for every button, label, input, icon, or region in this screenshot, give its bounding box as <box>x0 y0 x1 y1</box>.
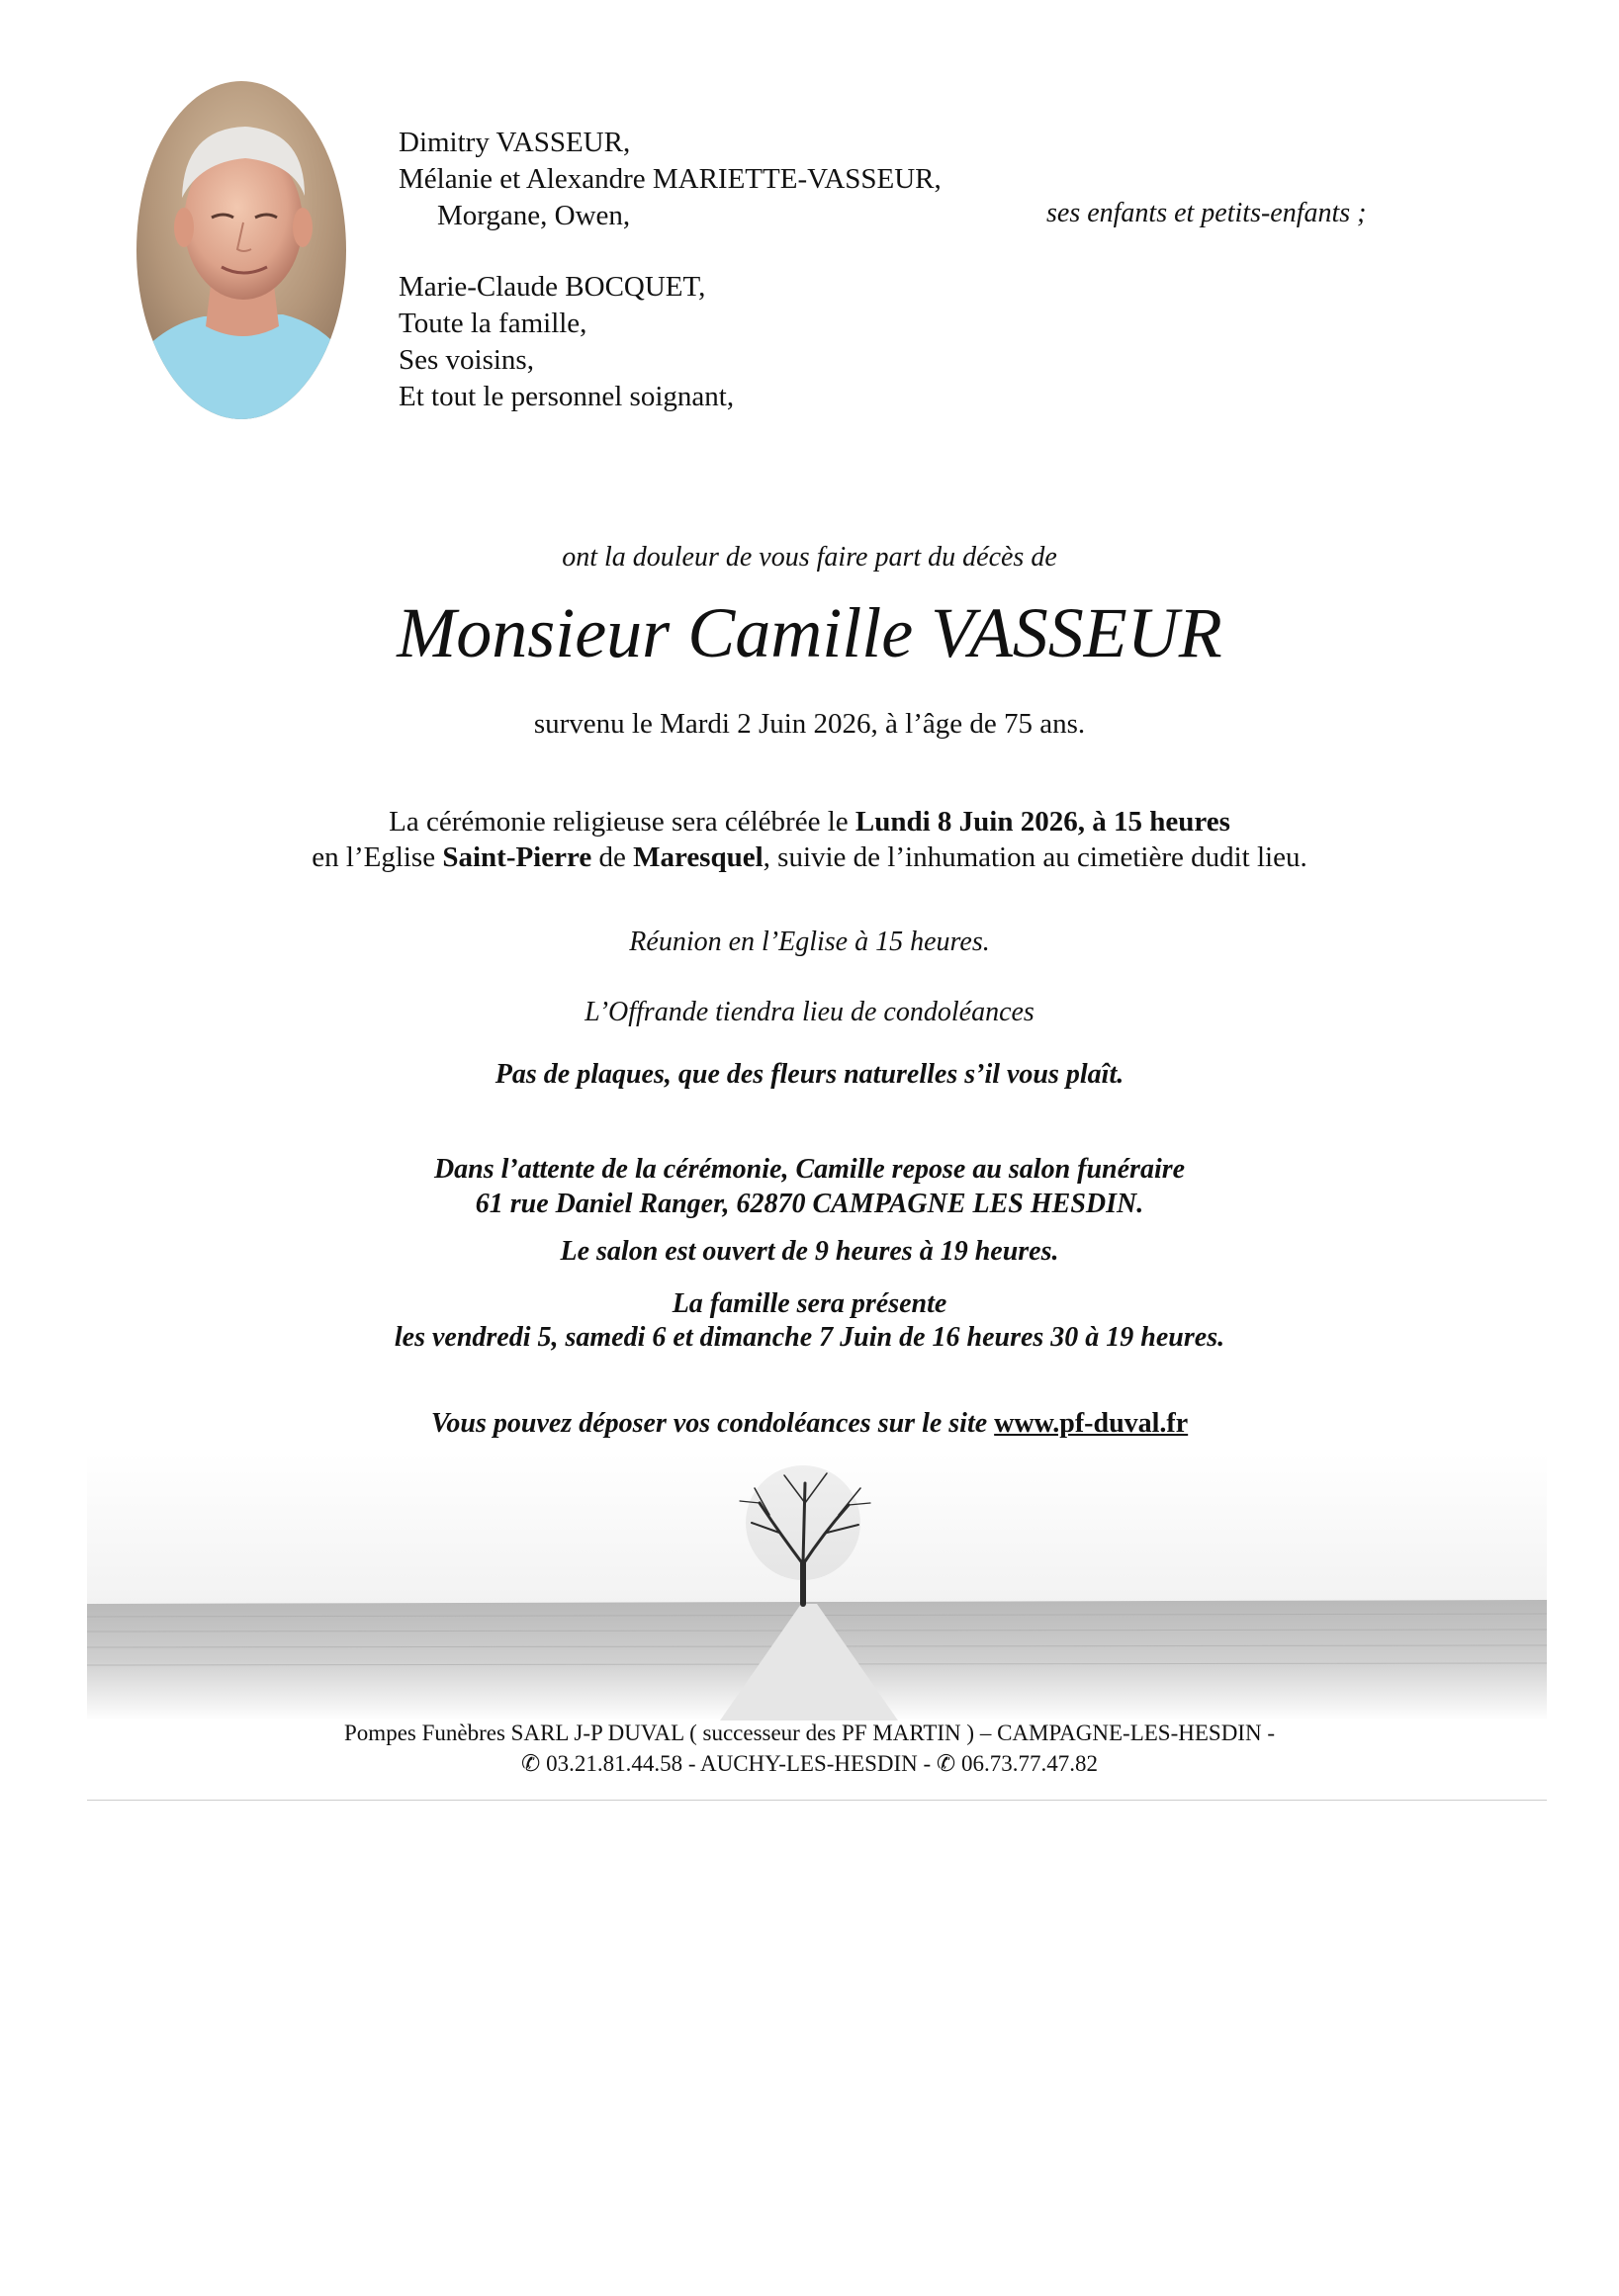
family-line-3: Morgane, Owen, <box>437 200 631 231</box>
condolences-line <box>0 1408 1619 1440</box>
mourner-line-2: Toute la famille, <box>399 308 587 339</box>
ceremony-line-2 <box>0 841 1619 874</box>
town-name: Maresquel <box>633 841 764 873</box>
phone-icon: ✆ <box>521 1751 541 1776</box>
footer-phone-2: 06.73.77.47.82 <box>960 1751 1098 1776</box>
offrande-note: L’Offrande tiendra lieu de condoléances <box>585 997 1034 1027</box>
footer-phone-1: 03.21.81.44.58 - AUCHY-LES-HESDIN - <box>546 1751 937 1776</box>
reunion-note: Réunion en l’Eglise à 15 heures. <box>629 927 990 957</box>
portrait-photo <box>135 79 348 421</box>
footer-company: Pompes Funèbres SARL J-P DUVAL ( successeur des PF MARTIN ) – CAMPAGNE-LES-HESDIN - <box>344 1721 1275 1745</box>
salon-line-1: Dans l’attente de la cérémonie, Camille repose au salon funéraire <box>433 1154 1186 1185</box>
ceremony-line-1 <box>0 806 1619 839</box>
salon-hours: Le salon est ouvert de 9 heures à 19 heures. <box>560 1236 1059 1267</box>
deceased-name: Monsieur Camille VASSEUR <box>397 593 1222 672</box>
family-relation: ses enfants et petits-enfants ; <box>1046 198 1367 228</box>
family-line-1: Dimitry VASSEUR, <box>399 127 631 158</box>
flowers-note: Pas de plaques, que des fleurs naturelles s’il vous plaît. <box>495 1059 1124 1090</box>
death-date: survenu le Mardi 2 Juin 2026, à l’âge de 75 ans. <box>533 708 1086 740</box>
footer-divider <box>87 1800 1547 1801</box>
presence-line-2: les vendredi 5, samedi 6 et dimanche 7 Juin de 16 heures 30 à 19 heures. <box>394 1322 1225 1353</box>
ceremony-line2-b: de <box>591 841 634 873</box>
ceremony-line2-a: en l’Eglise <box>312 841 443 873</box>
other-mourners <box>399 269 734 415</box>
ceremony-line2-c: , suivie de l’inhumation au cimetière dudit lieu. <box>763 841 1307 873</box>
mourner-line-3: Ses voisins, <box>399 344 534 376</box>
tree-landscape-image <box>87 1454 1547 1721</box>
ceremony-date: Lundi 8 Juin 2026, à 15 heures <box>854 806 1230 838</box>
salon-address: 61 rue Daniel Ranger, 62870 CAMPAGNE LES HESDIN. <box>475 1189 1144 1219</box>
condolences-text: Vous pouvez déposer vos condoléances sur le site <box>430 1408 995 1439</box>
church-name: Saint-Pierre <box>442 841 592 873</box>
mourner-line-4: Et tout le personnel soignant, <box>399 381 735 412</box>
phone-icon: ✆ <box>936 1751 956 1776</box>
family-line-2: Mélanie et Alexandre MARIETTE-VASSEUR, <box>399 163 942 195</box>
announcement-intro: ont la douleur de vous faire part du décès de <box>562 542 1057 573</box>
ceremony-prefix: La cérémonie religieuse sera célébrée le <box>389 806 855 838</box>
mourner-line-1: Marie-Claude BOCQUET, <box>399 271 706 303</box>
presence-line-1: La famille sera présente <box>672 1288 947 1319</box>
condolences-website-link[interactable]: www.pf-duval.fr <box>994 1408 1189 1439</box>
family-list <box>399 125 942 234</box>
footer-phones <box>0 1751 1619 1777</box>
